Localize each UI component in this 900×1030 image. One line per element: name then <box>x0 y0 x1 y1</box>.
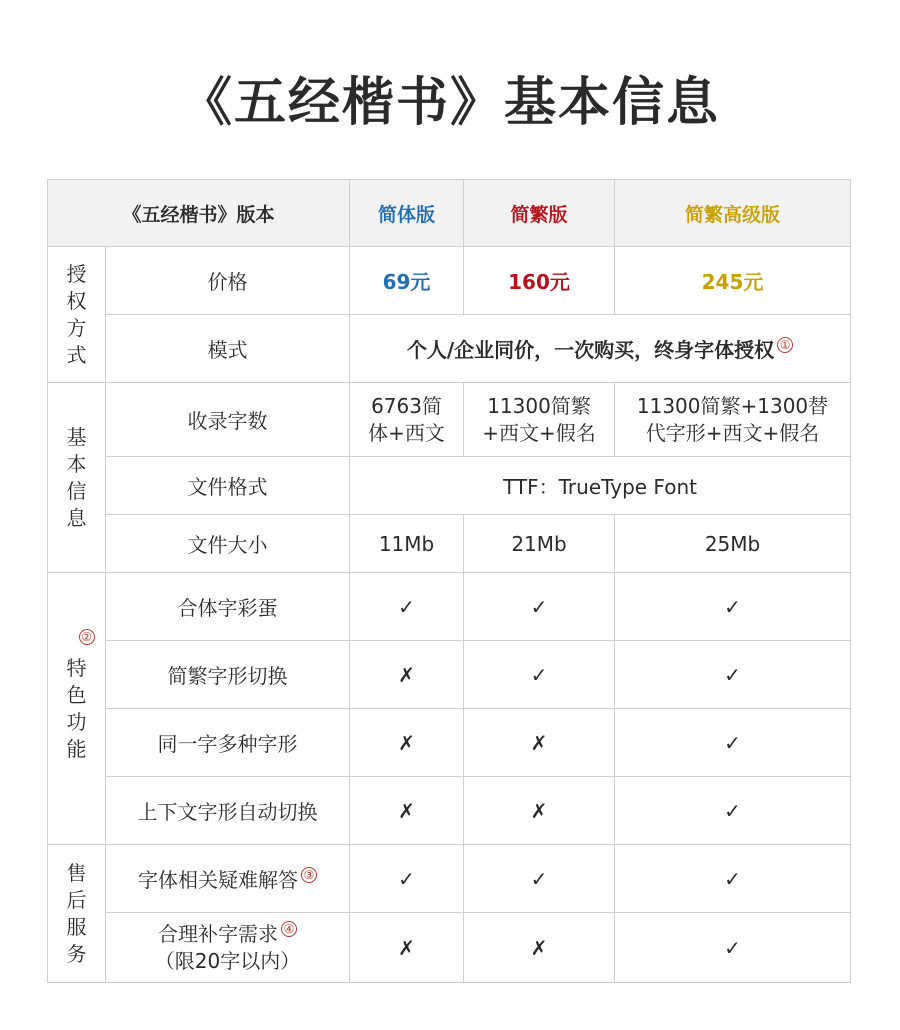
check-icon: ✓ <box>464 845 615 913</box>
check-icon: ✓ <box>615 573 851 641</box>
chars-simplified: 6763简 体+西文 <box>350 383 464 457</box>
cross-icon: ✗ <box>464 777 615 845</box>
row-label-feature-2: 简繁字形切换 <box>106 641 350 709</box>
table-row <box>48 641 851 709</box>
cross-icon: ✗ <box>350 777 464 845</box>
size-simplified: 11Mb <box>350 515 464 573</box>
chars-advanced: 11300简繁+1300替 代字形+西文+假名 <box>615 383 851 457</box>
group-service: 售后服务 <box>48 845 106 983</box>
check-icon: ✓ <box>615 913 851 983</box>
row-label-feature-4: 上下文字形自动切换 <box>106 777 350 845</box>
cross-icon: ✗ <box>350 709 464 777</box>
row-label-chars: 收录字数 <box>106 383 350 457</box>
check-icon: ✓ <box>615 777 851 845</box>
table-row <box>48 777 851 845</box>
price-simp-trad: 160元 <box>464 247 615 315</box>
table-row <box>48 515 851 573</box>
cross-icon: ✗ <box>464 709 615 777</box>
header-version: 《五经楷书》版本 <box>48 180 350 247</box>
table-row <box>48 913 851 983</box>
row-label-feature-1: 合体字彩蛋 <box>106 573 350 641</box>
check-icon: ✓ <box>350 845 464 913</box>
note-3-icon: ③ <box>301 867 317 883</box>
row-label-service-1: 字体相关疑难解答 ③ <box>106 845 350 913</box>
table-row <box>48 315 851 383</box>
version-comparison-table <box>47 179 851 983</box>
row-label-service-2: 合理补字需求 ④ （限20字以内） <box>106 913 350 983</box>
header-simplified: 简体版 <box>350 180 464 247</box>
row-label-format: 文件格式 <box>106 457 350 515</box>
check-icon: ✓ <box>615 641 851 709</box>
row-label-price: 价格 <box>106 247 350 315</box>
table-row <box>48 383 851 457</box>
check-icon: ✓ <box>615 845 851 913</box>
check-icon: ✓ <box>464 573 615 641</box>
group-license: 授权方式 <box>48 247 106 383</box>
table-row <box>48 573 851 641</box>
mode-value: 个人/企业同价，一次购买，终身字体授权 ① <box>350 315 851 383</box>
table-row <box>48 457 851 515</box>
check-icon: ✓ <box>615 709 851 777</box>
row-label-feature-3: 同一字多种字形 <box>106 709 350 777</box>
price-simplified: 69元 <box>350 247 464 315</box>
header-row <box>48 180 851 247</box>
cross-icon: ✗ <box>464 913 615 983</box>
size-advanced: 25Mb <box>615 515 851 573</box>
table-row <box>48 247 851 315</box>
row-label-size: 文件大小 <box>106 515 350 573</box>
header-advanced: 简繁高级版 <box>615 180 851 247</box>
group-features: ② 特色功能 <box>48 573 106 845</box>
size-simp-trad: 21Mb <box>464 515 615 573</box>
header-simp-trad: 简繁版 <box>464 180 615 247</box>
page-title: 《五经楷书》基本信息 <box>179 73 720 133</box>
group-basic: 基本信息 <box>48 383 106 573</box>
note-4-icon: ④ <box>281 921 297 937</box>
note-1-icon: ① <box>777 337 793 353</box>
cross-icon: ✗ <box>350 641 464 709</box>
check-icon: ✓ <box>464 641 615 709</box>
table-row <box>48 845 851 913</box>
format-value: TTF：TrueType Font <box>350 457 851 515</box>
chars-simp-trad: 11300简繁 +西文+假名 <box>464 383 615 457</box>
note-2-icon: ② <box>79 629 95 645</box>
cross-icon: ✗ <box>350 913 464 983</box>
price-advanced: 245元 <box>615 247 851 315</box>
row-label-mode: 模式 <box>106 315 350 383</box>
check-icon: ✓ <box>350 573 464 641</box>
table-row <box>48 709 851 777</box>
